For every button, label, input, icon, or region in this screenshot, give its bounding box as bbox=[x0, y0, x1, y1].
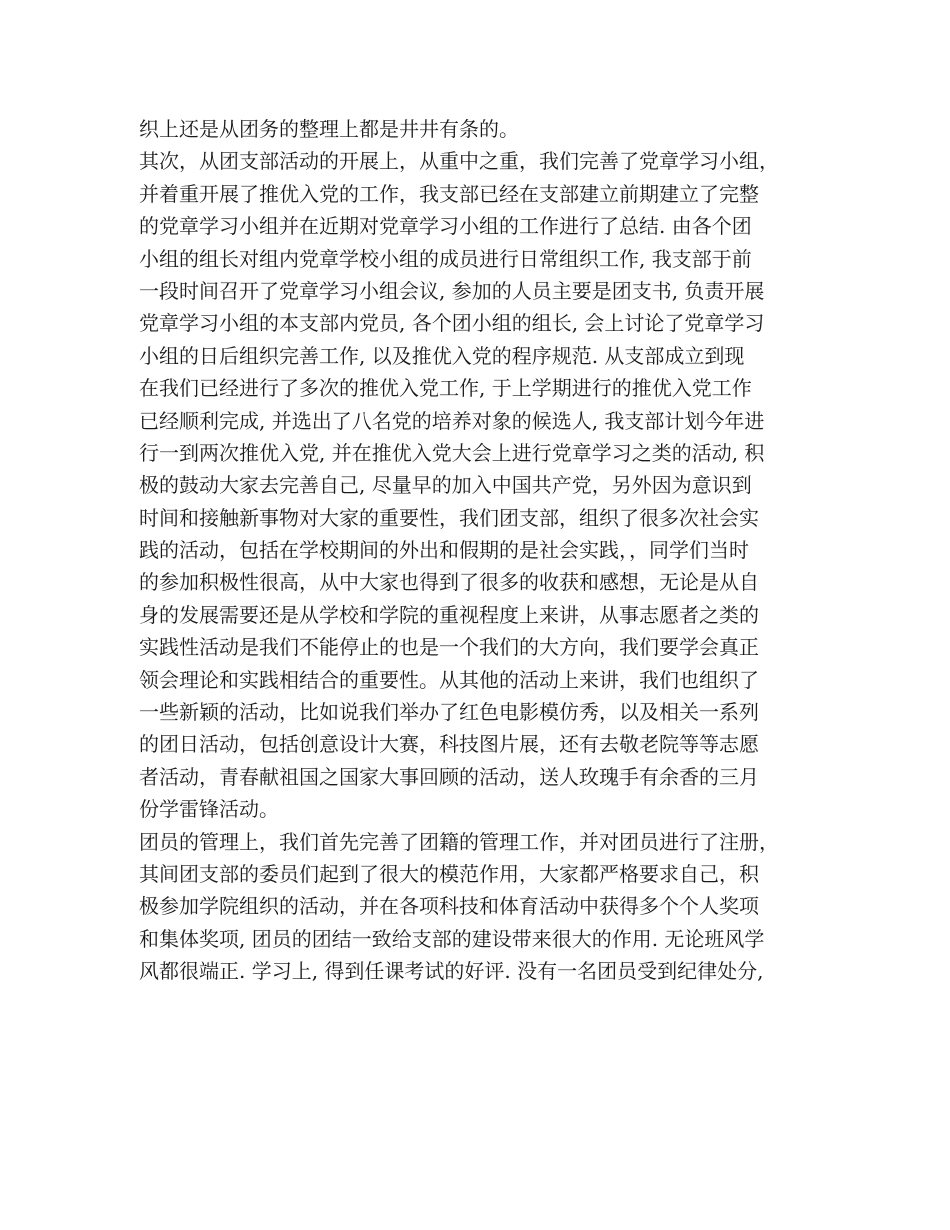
document-body bbox=[139, 113, 825, 988]
text-line: 小组的日后组织完善工作, 以及推优入党的程序规范. 从支部成立到现 bbox=[139, 343, 745, 368]
text-line: 其次，从团支部活动的开展上，从重中之重，我们完善了党章学习小组， bbox=[139, 149, 779, 174]
text-line: 已经顺利完成, 并选出了八名党的培养对象的候选人, 我支部计划今年进 bbox=[139, 408, 765, 433]
text-line: 的参加积极性很高，从中大家也得到了很多的收获和感想，无论是从自 bbox=[139, 570, 759, 595]
text-line: 在我们已经进行了多次的推优入党工作, 于上学期进行的推优入党工作 bbox=[139, 376, 752, 401]
text-line: 和集体奖项, 团员的团结一致给支部的建设带来很大的作用. 无论班风学 bbox=[139, 926, 765, 951]
text-line: 并着重开展了推优入党的工作，我支部已经在支部建立前期建立了完整 bbox=[139, 181, 759, 206]
text-line: 领会理论和实践相结合的重要性。从其他的活动上来讲，我们也组织了 bbox=[139, 667, 759, 692]
text-line: 份学雷锋活动。 bbox=[139, 797, 279, 822]
text-line: 时间和接触新事物对大家的重要性，我们团支部，组织了很多次社会实 bbox=[139, 505, 759, 530]
text-line: 一些新颖的活动，比如说我们举办了红色电影模仿秀，以及相关一系列 bbox=[139, 700, 759, 725]
text-line: 身的发展需要还是从学校和学院的重视程度上来讲，从事志愿者之类的 bbox=[139, 602, 759, 627]
text-line: 极的鼓动大家去完善自己, 尽量早的加入中国共产党，另外因为意识到 bbox=[139, 473, 752, 498]
text-line: 实践性活动是我们不能停止的也是一个我们的大方向，我们要学会真正 bbox=[139, 635, 759, 660]
text-line: 团员的管理上，我们首先完善了团籍的管理工作，并对团员进行了注册， bbox=[139, 829, 779, 854]
text-line: 小组的组长对组内党章学校小组的成员进行日常组织工作, 我支部于前 bbox=[139, 246, 752, 271]
text-line: 风都很端正. 学习上, 得到任课考试的好评. 没有一名团员受到纪律处分, bbox=[139, 959, 764, 984]
text-line: 一段时间召开了党章学习小组会议, 参加的人员主要是团支书, 负责开展 bbox=[139, 278, 765, 303]
text-line: 行一到两次推优入党, 并在推优入党大会上进行党章学习之类的活动, 积 bbox=[139, 440, 765, 465]
text-line: 者活动，青春献祖国之国家大事回顾的活动，送人玫瑰手有余香的三月 bbox=[139, 764, 759, 789]
text-line: 其间团支部的委员们起到了很大的模范作用，大家都严格要求自己，积 bbox=[139, 861, 759, 886]
text-line: 的党章学习小组并在近期对党章学习小组的工作进行了总结. 由各个团 bbox=[139, 214, 752, 239]
text-line: 党章学习小组的本支部内党员, 各个团小组的组长, 会上讨论了党章学习 bbox=[139, 311, 765, 336]
text-line: 织上还是从团务的整理上都是井井有条的。 bbox=[139, 117, 519, 141]
text-line: 极参加学院组织的活动，并在各项科技和体育活动中获得多个个人奖项 bbox=[139, 894, 759, 919]
text-line: 的团日活动，包括创意设计大赛，科技图片展，还有去敬老院等等志愿 bbox=[139, 732, 759, 757]
text-line: 践的活动，包括在学校期间的外出和假期的是社会实践，，同学们当时 bbox=[139, 538, 749, 563]
